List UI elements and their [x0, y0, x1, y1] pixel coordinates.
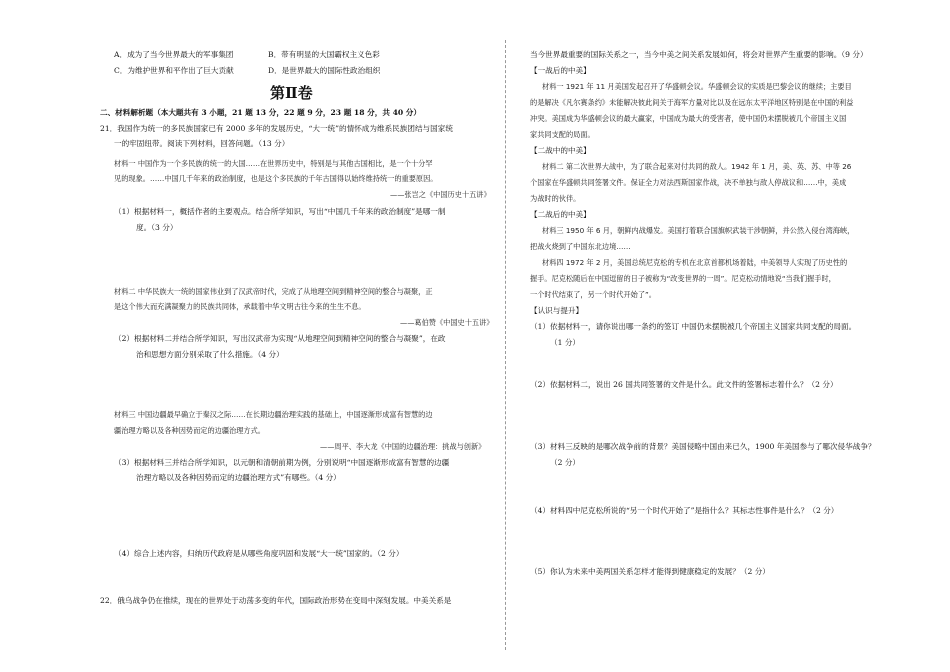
q22-part3-line1: （3）材料三反映的是哪次战争前的背景？美国侵略中国由来已久，1900 年美国参与了哪次侵华战争？	[530, 442, 876, 451]
column-divider	[505, 40, 506, 650]
q22-material2-line3: 为战时的伙伴。	[530, 194, 581, 203]
q21-material3-line2: 疆治理方略以及各种因势而定的边疆治理方式。	[114, 426, 265, 435]
q20-option-c: C．为维护世界和平作出了巨大贡献	[114, 66, 234, 75]
q21-part3-line1: （3）根据材料三并结合所学知识，以元朝和清朝前期为例，分别说明“中国逐渐形成富有智慧的边疆	[114, 458, 450, 467]
heading-ww2: 【二战中的中美】	[530, 146, 591, 155]
q22-part1-line2: （1 分）	[550, 338, 581, 347]
q22-material3-line2: 把战火烧到了中国东北边境……	[530, 242, 631, 251]
q21-material3-source: ——周平、李大龙《中国的边疆治理：挑战与创新》	[320, 442, 486, 451]
heading-ww1: 【一战后的中美】	[530, 66, 591, 75]
q21-material1-line2: 见的现象。……中国几千年来的政治制度，也是这个多民族的千年古国得以始终维持统一的重要原因。	[114, 174, 438, 183]
q22-part1-line1: （1）依据材料一，请你说出哪一条约的签订 中国仍未摆脱被几个帝国主义国家共同支配的局面。	[530, 322, 857, 331]
q21-part2-line2: 治和思想方面分别采取了什么措施。（4 分）	[136, 350, 284, 359]
q20-option-a: A．成为了当今世界最大的军事集团	[114, 50, 234, 59]
q22-material1-line1: 材料一 1921 年 11 月美国发起召开了华盛顿会议。华盛顿会议的实质是巴黎会议的继续；主要目	[542, 82, 852, 91]
q22-material4-line1: 材料四 1972 年 2 月，美国总统尼克松的专机在北京首都机场着陆，中美领导人实现了历史性的	[542, 258, 848, 267]
heading-understanding: 【认识与提升】	[530, 306, 584, 315]
q21-material2-line2: 是这个伟大而充满凝聚力的民族共同体，承载着中华文明古往今来的生生不息。	[114, 302, 366, 311]
q21-stem-line2: 一的牢固纽带。阅读下列材料，回答问题。（13 分）	[114, 139, 290, 148]
q21-material2-line1: 材料二 中华民族大一统的国家伟业到了汉武帝时代，完成了从地理空间到精神空间的整合与凝聚，正	[114, 287, 433, 296]
q22-material2-line1: 材料二 第二次世界大战中，为了联合起来对付共同的敌人。1942 年 1 月，美、英、苏、中等 26	[542, 162, 852, 171]
q21-part4: （4）综合上述内容，归纳历代政府是从哪些角度巩固和发展“大一统”国家的。（2 分）	[114, 549, 404, 558]
heading-post-ww2: 【二战后的中美】	[530, 210, 591, 219]
q21-part2-line1: （2）根据材料二并结合所学知识，写出汉武帝为实现“从地理空间到精神空间的整合与凝聚”，在政	[114, 334, 446, 343]
q22-material1-line4: 家共同支配的局面。	[530, 130, 595, 139]
q22-part5: （5）你认为未来中美两国关系怎样才能得到健康稳定的发展？（2 分）	[530, 567, 770, 576]
q21-stem-line1: 21．我国作为统一的多民族国家已有 2000 多年的发展历史，“大一统”的情怀成为维系民族团结与国家统	[100, 124, 453, 133]
q22-material2-line2: 个国家在华盛顿共同签署文件。保证全力对法西斯国家作战，决不单独与敌人停战议和……中，美成	[530, 178, 847, 187]
q22-part4: （4）材料四中尼克松所说的“另一个时代开始了”是指什么？其标志性事件是什么？（2 分）	[530, 506, 839, 515]
section-heading: 二、材料解析题（本大题共有 3 小题，21 题 13 分，22 题 9 分，23 题 18 分，共 40 分）	[100, 108, 421, 117]
q22-material4-line3: 一个时代结束了，另一个时代开始了”。	[530, 290, 656, 299]
q21-material2-source: ——葛伯赞《中国史十五讲》	[400, 318, 494, 327]
q22-part2: （2）依据材料二，说出 26 国共同签署的文件是什么。此文件的签署标志着什么？（2 分）	[530, 380, 838, 389]
q22-material1-line3: 冲突。美国成为华盛顿会议的最大赢家，中国成为最大的受害者，使中国仍未摆脱被几个帝国主义国	[530, 114, 847, 123]
q22-material1-line2: 的是解决《凡尔赛条约》未能解决彼此间关于海军方量对比以及在远东太平洋地区特别是在中国的利益	[530, 98, 854, 107]
q22-intro: 当今世界最重要的国际关系之一，当今中美之间关系发展如何，将会对世界产生重要的影响。（9 分）	[530, 50, 868, 59]
q21-part1-line2: 度。（3 分）	[136, 223, 178, 232]
q21-material1-line1: 材料一 中国作为一个多民族的统一的大国……在世界历史中，特别是与其他古国相比，是一个十分罕	[114, 159, 433, 168]
q22-stem-line1: 22．俄乌战争仍在推续，现在的世界处于动荡多变的年代，国际政治形势在变局中深刻发展。中美关系是	[100, 596, 452, 605]
q21-material1-source: ——张岂之《中国历史十五讲》	[390, 190, 491, 199]
part-title: 第Ⅱ卷	[270, 84, 313, 102]
q21-material3-line1: 材料三 中国边疆最早确立于秦汉之际……在长期边疆治理实践的基础上，中国逐渐形成富有智慧的边	[114, 410, 433, 419]
q20-option-d: D．是世界最大的国际性政治组织	[268, 66, 381, 75]
q21-part3-line2: 治理方略以及各种因势而定的边疆治理方式”有哪些。（4 分）	[136, 473, 341, 482]
q22-material4-line2: 握手。尼克松随后在中国逗留的日子被称为“改变世界的一周”。尼克松动情地说“当我们握手时，	[530, 274, 836, 283]
q21-part1-line1: （1）根据材料一，概括作者的主要观点。结合所学知识，写出“中国几千年来的政治制度”是哪一制	[114, 207, 446, 216]
q22-material3-line1: 材料三 1950 年 6 月，朝鲜内战爆发。美国打着联合国旗帜武装干涉朝鲜，并公然入侵台湾海峡，	[542, 226, 855, 235]
q20-option-b: B．带有明显的大国霸权主义色彩	[268, 50, 380, 59]
q22-part3-line2: （2 分）	[550, 458, 581, 467]
